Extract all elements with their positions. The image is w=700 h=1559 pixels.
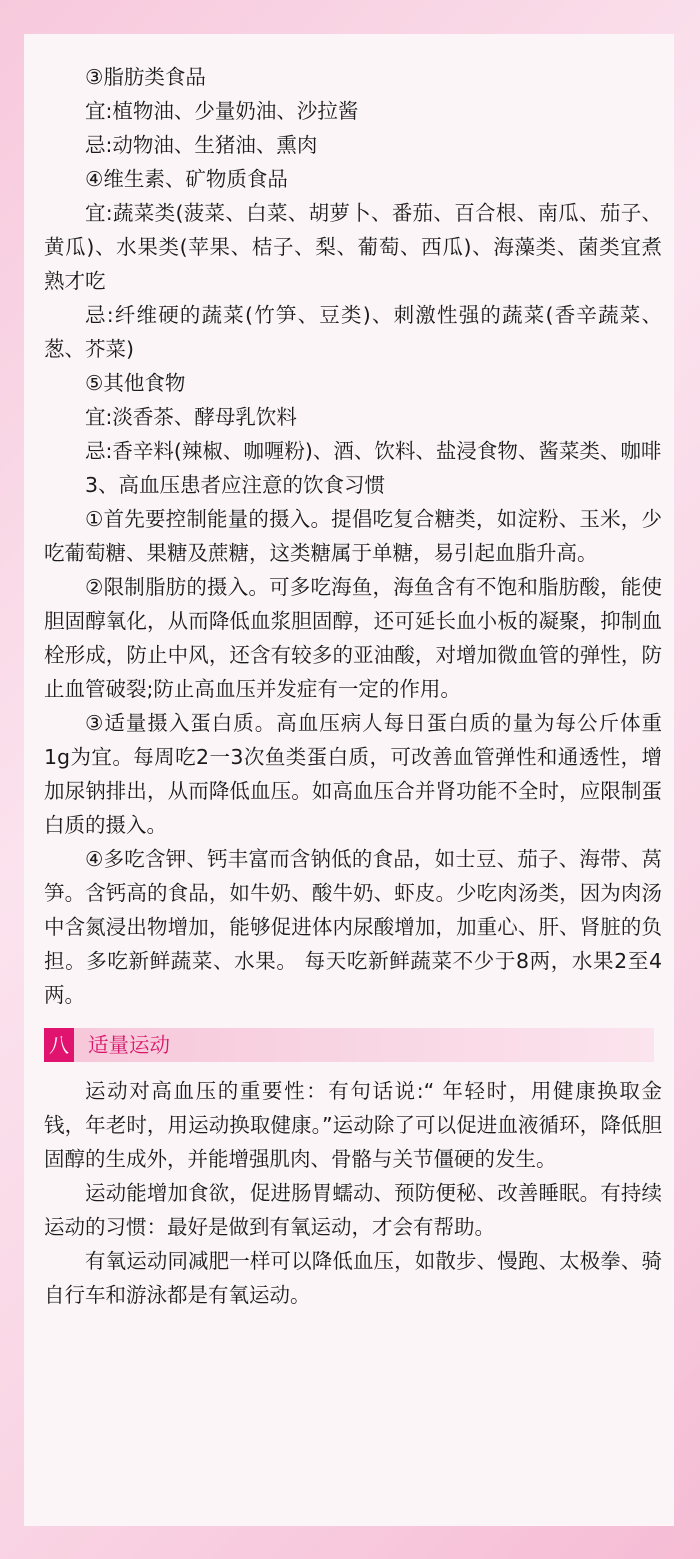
paragraph-other-avoid: 忌:香辛料(辣椒、咖喱粉)、酒、饮料、盐浸食物、酱菜类、咖啡 (85, 439, 662, 463)
paragraph-exercise-importance: 运动对高血压的重要性：有句话说:“ 年轻时，用健康换取金钱，年老时，用运动换取健康。”运动除了可以促进血液循环，降低胆固醇的生成外，并能增强肌肉、骨骼与关节僵硬的发生。 (44, 1079, 662, 1171)
paragraph-habit-protein: ③适量摄入蛋白质。高血压病人每日蛋白质的量为每公斤体重1g为宜。每周吃2一3次鱼类蛋白质，可改善血管弹性和通透性，增加尿钠排出，从而降低血压。如高血压合并肾功能不全时，应限制蛋白质的摄入。 (44, 711, 662, 837)
paragraph-other-suitable: 宜:淡香茶、酵母乳饮料 (85, 405, 297, 429)
paragraph-habit-energy: ①首先要控制能量的摄入。提倡吃复合糖类，如淀粉、玉米，少吃葡萄糖、果糖及蔗糖，这类糖属于单糖，易引起血脂升高。 (44, 507, 662, 565)
section-header (44, 1028, 654, 1062)
content-panel (24, 34, 674, 1526)
paragraph-habit-minerals: ④多吃含钾、钙丰富而含钠低的食品，如士豆、茄子、海带、莴笋。含钙高的食品，如牛奶、酸牛奶、虾皮。少吃肉汤类，因为肉汤中含氮浸出物增加，能够促进体内尿酸增加，加重心、肝、肾脏的负担。多吃新鲜蔬菜、水果。 每天吃新鲜蔬菜不少于8两，水果2至4两。 (44, 847, 662, 1007)
paragraph-fat-foods-suitable: 宜:植物油、少量奶油、沙拉酱 (85, 99, 359, 123)
paragraph-vitamin-avoid: 忌:纤维硬的蔬菜(竹笋、豆类)、刺激性强的蔬菜(香辛蔬菜、葱、芥菜) (44, 303, 662, 361)
paragraph-other-heading: ⑤其他食物 (85, 371, 186, 395)
paragraph-exercise-benefits: 运动能增加食欲，促进肠胃蠕动、预防便秘、改善睡眠。有持续运动的习惯：最好是做到有氧运动，才会有帮助。 (44, 1181, 662, 1239)
paragraph-vitamin-suitable: 宜:蔬菜类(菠菜、白菜、胡萝卜、番茄、百合根、南瓜、茄子、黄瓜)、水果类(苹果、桔子、梨、葡萄、西瓜)、海藻类、菌类宜煮熟才吃 (44, 201, 662, 293)
paragraph-fat-foods-avoid: 忌:动物油、生猪油、熏肉 (85, 133, 318, 157)
paragraph-habits-heading: 3、高血压患者应注意的饮食习惯 (85, 473, 386, 497)
paragraph-vitamin-heading: ④维生素、矿物质食品 (85, 167, 288, 191)
paragraph-aerobic-exercise: 有氧运动同减肥一样可以降低血压，如散步、慢跑、太极拳、骑自行车和游泳都是有氧运动。 (44, 1249, 662, 1307)
article-body (44, 60, 662, 1312)
section-spacer (44, 1012, 662, 1028)
paragraph-habit-fat: ②限制脂肪的摄入。可多吃海鱼，海鱼含有不饱和脂肪酸，能使胆固醇氧化，从而降低血浆胆固醇，还可延长血小板的凝聚，抑制血栓形成，防止中风，还含有较多的亚油酸，对增加微血管的弹性，防止血管破裂;防止高血压并发症有一定的作用。 (44, 575, 662, 701)
section-title: 适量运动 (88, 1033, 170, 1057)
section-number-badge: 八 (44, 1028, 74, 1062)
paragraph-fat-foods-heading: ③脂肪类食品 (85, 65, 206, 89)
